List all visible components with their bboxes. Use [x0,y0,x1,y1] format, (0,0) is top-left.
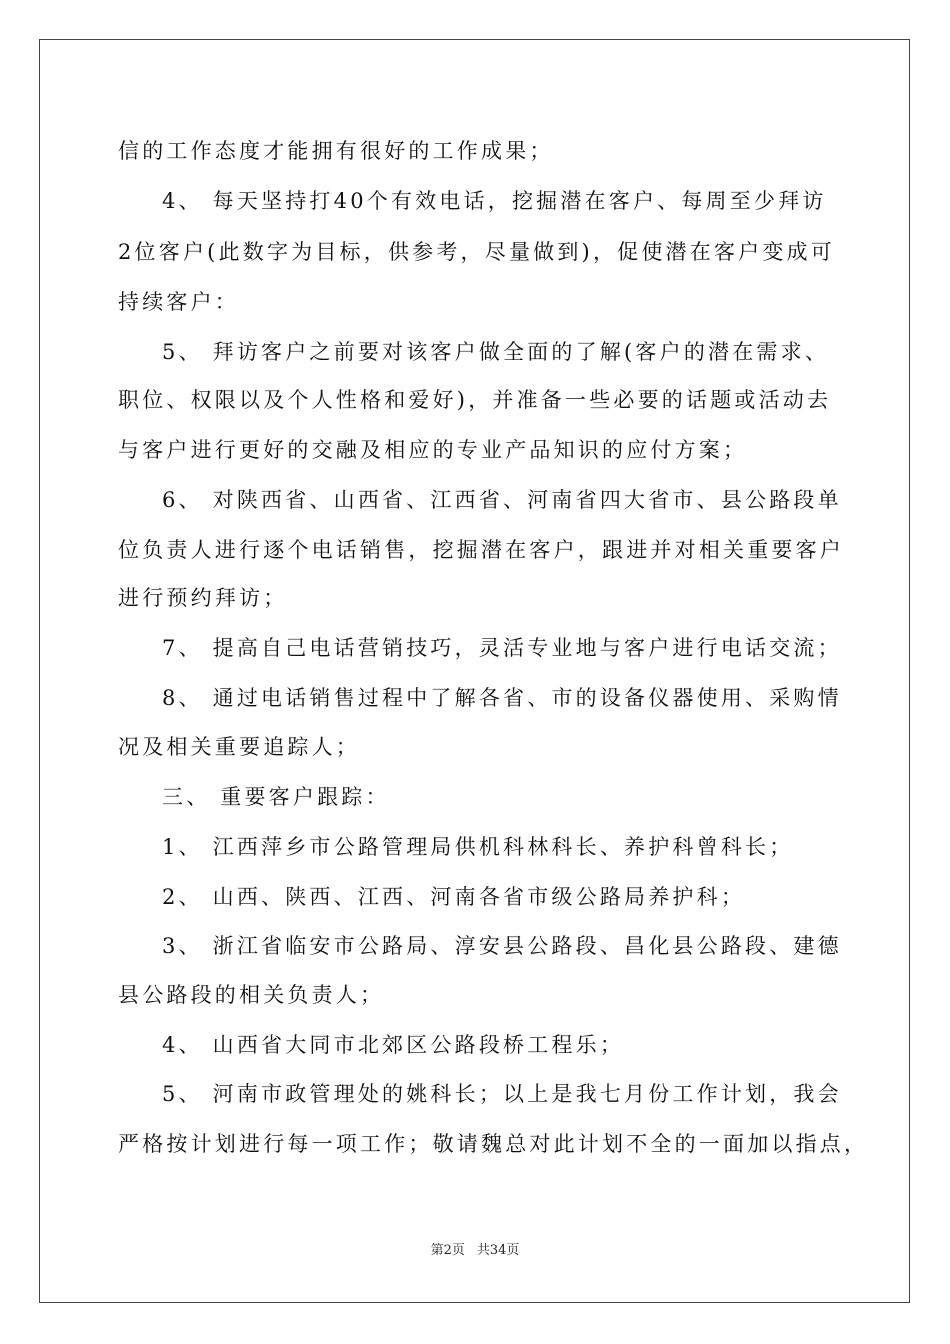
text-line: 7、 提高自己电话营销技巧，灵活专业地与客户进行电话交流； [162,636,842,660]
text-line: 持续客户： [118,290,239,314]
page-total: 共34页 [476,1243,520,1258]
text-line: 位负责人进行逐个电话销售，挖掘潜在客户，跟进并对相关重要客户 [118,538,844,562]
text-line: 进行预约拜访； [118,586,288,610]
page-footer [0,1242,950,1260]
text-line: 2、 山西、陕西、江西、河南各省市级公路局养护科； [162,885,746,909]
text-line: 2位客户(此数字为目标，供参考，尽量做到)，促使潜在客户变成可 [118,240,835,264]
page-border [39,39,910,1303]
text-line: 与客户进行更好的交融及相应的专业产品知识的应付方案； [118,438,748,462]
text-line: 5、 拜访客户之前要对该客户做全面的了解(客户的潜在需求、 [162,340,830,364]
text-line: 8、 通过电话销售过程中了解各省、市的设备仪器使用、采购情 [162,686,842,710]
text-line: 5、 河南市政管理处的姚科长；以上是我七月份工作计划，我会 [162,1082,842,1106]
text-line: 县公路段的相关负责人； [118,983,385,1007]
text-line: 职位、权限以及个人性格和爱好)，并准备一些必要的话题或活动去 [118,388,832,412]
text-line: 4、 山西省大同市北郊区公路段桥工程乐； [162,1033,625,1057]
section-heading: 三、 重要客户跟踪： [162,785,390,809]
text-line: 信的工作态度才能拥有很好的工作成果； [118,139,554,163]
text-line: 严格按计划进行每一项工作；敬请魏总对此计划不全的一面加以指点， [118,1132,869,1156]
text-line: 6、 对陕西省、山西省、江西省、河南省四大省市、县公路段单 [162,488,842,512]
text-line: 况及相关重要追踪人； [118,735,360,759]
page-number: 第2页 [430,1243,465,1258]
text-line: 3、 浙江省临安市公路局、淳安县公路段、昌化县公路段、建德 [162,934,842,958]
text-line: 4、 每天坚持打40个有效电话，挖掘潜在客户、每周至少拜访 [162,189,827,213]
text-line: 1、 江西萍乡市公路管理局供机科林科长、养护科曾科长； [162,835,794,859]
